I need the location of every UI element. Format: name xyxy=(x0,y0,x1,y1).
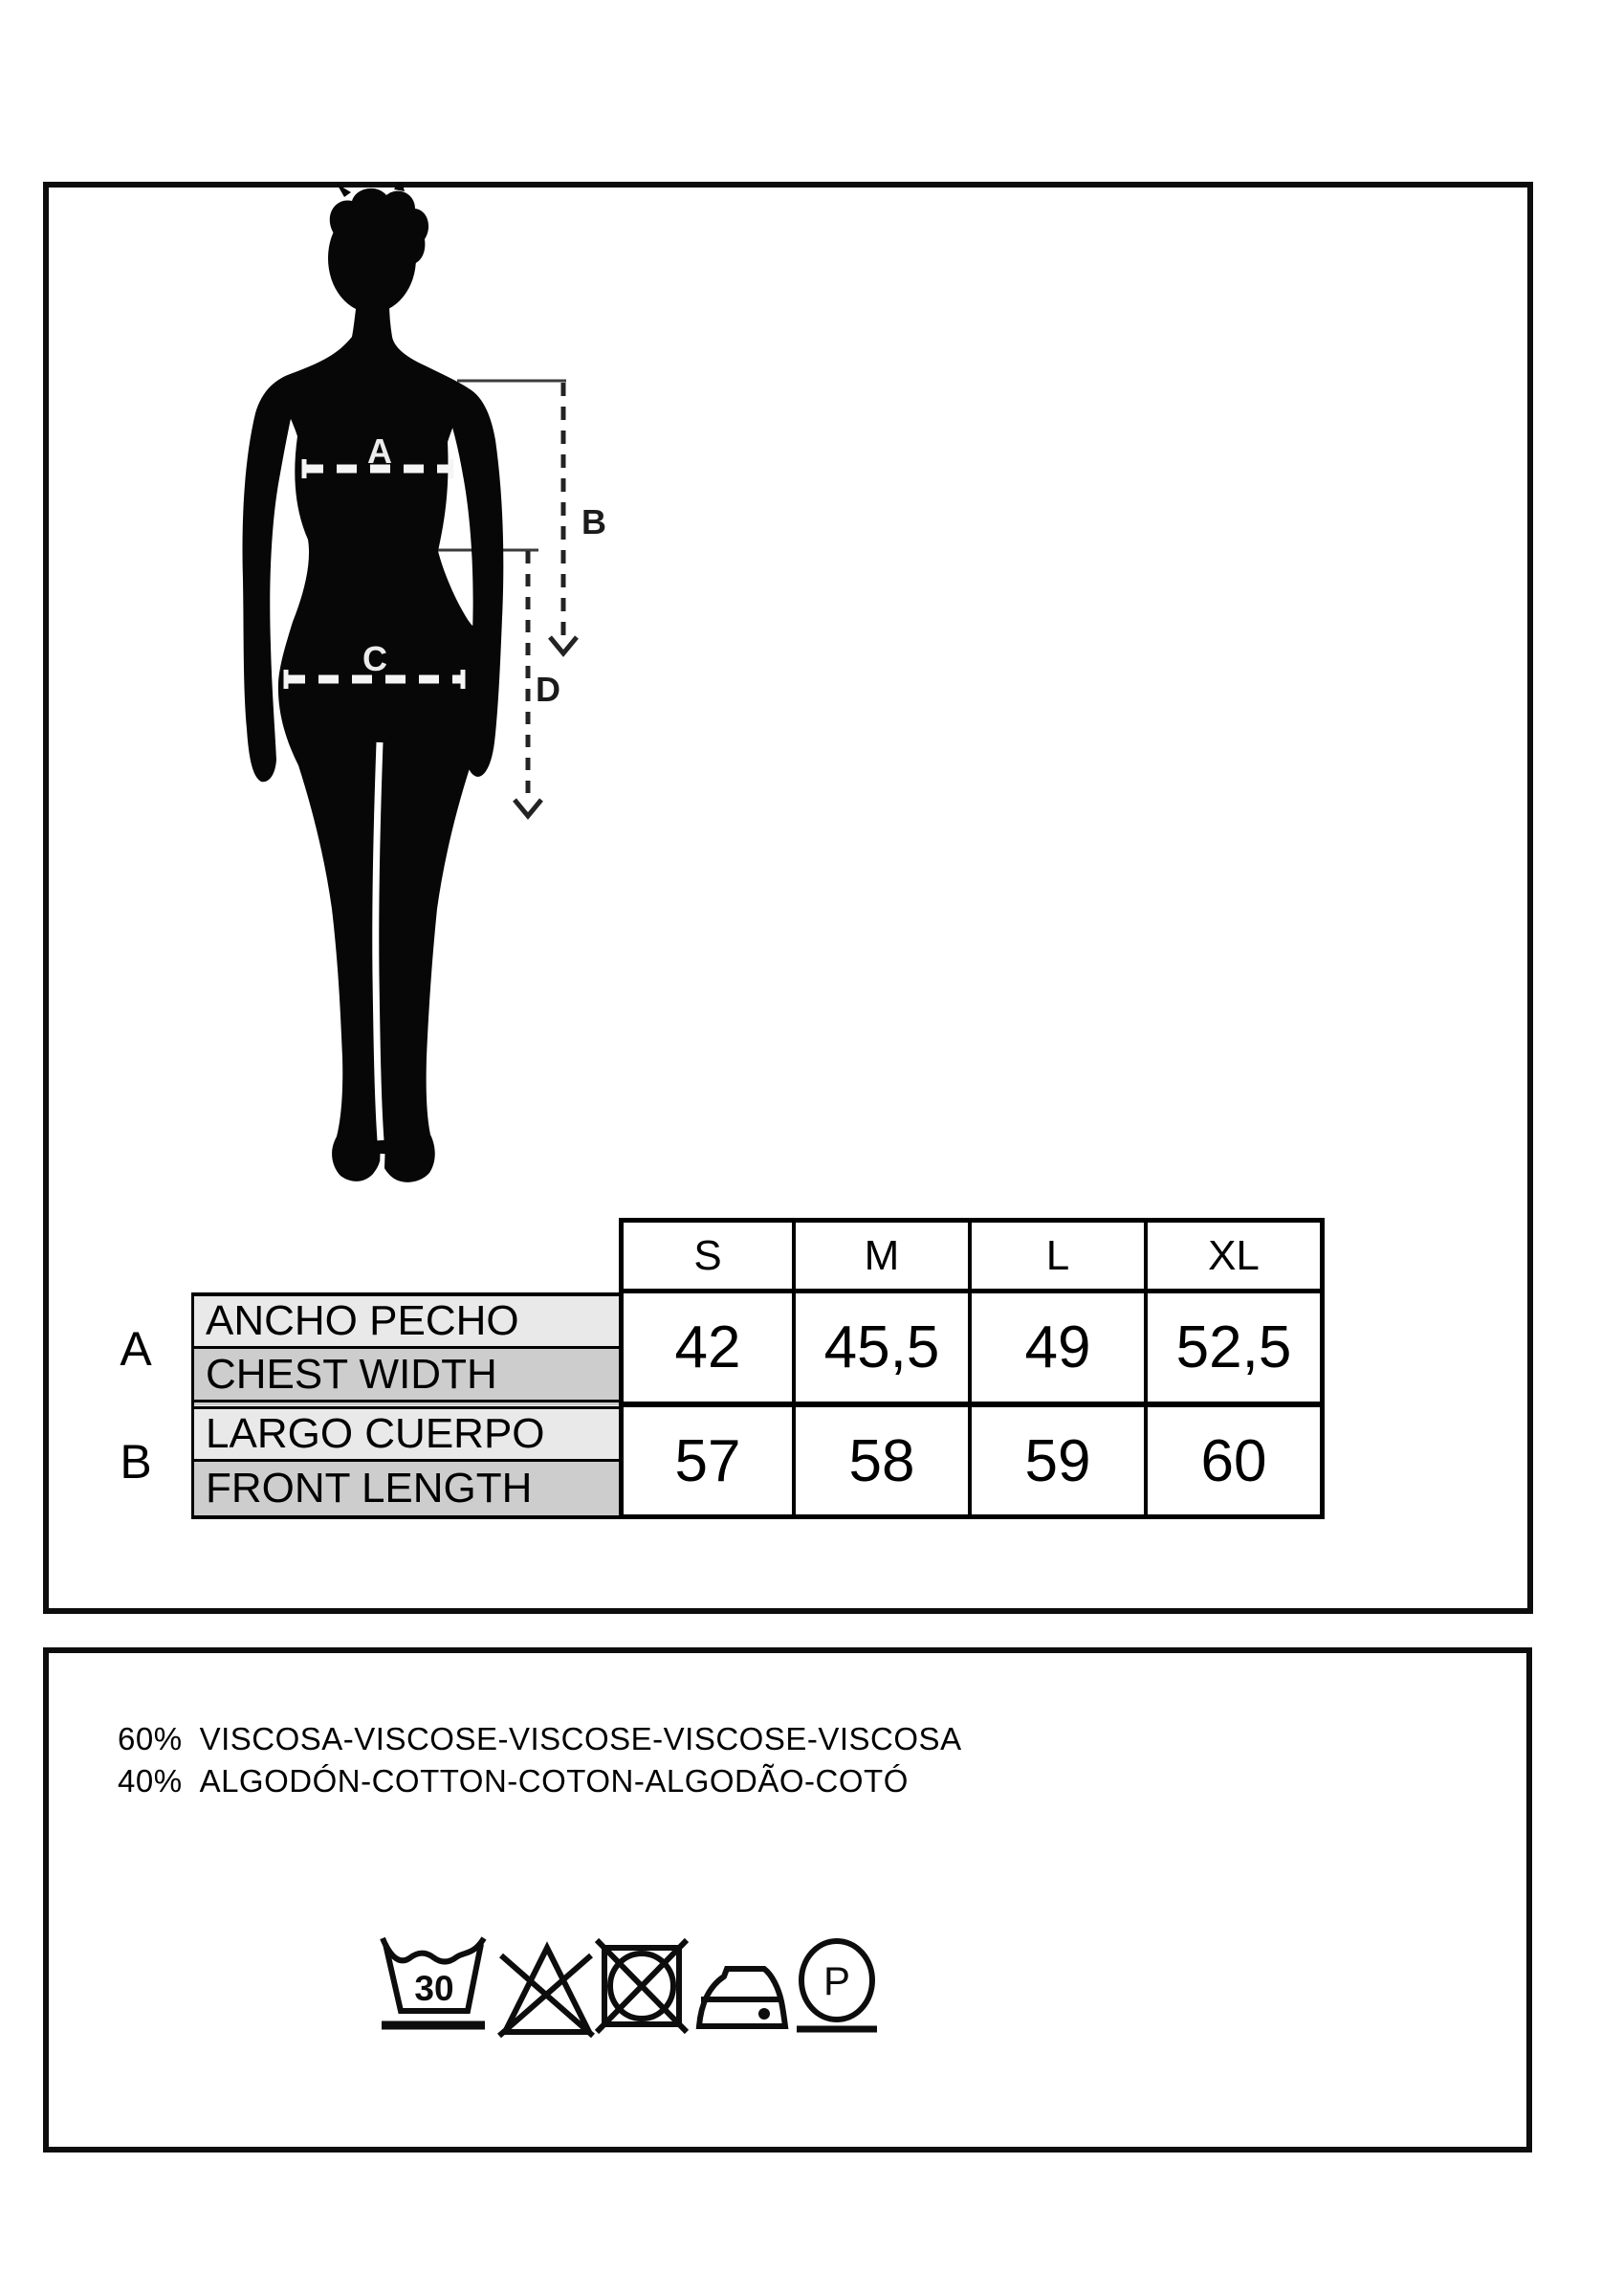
table-line xyxy=(1320,1218,1325,1519)
hair-wisp-right xyxy=(394,182,405,191)
row-label-front-length: FRONT LENGTH xyxy=(206,1465,533,1512)
size-col-header-l: L xyxy=(1045,1231,1070,1279)
wash-temp-label: 30 xyxy=(414,1969,454,2008)
row-label-ancho-pecho: ANCHO PECHO xyxy=(206,1297,519,1344)
measure-c-label: C xyxy=(362,639,387,678)
value-a-xl: 52,5 xyxy=(1175,1314,1292,1380)
table-rowkey-b: B xyxy=(120,1435,152,1489)
table-line xyxy=(191,1400,619,1402)
composition-line-2 xyxy=(118,1760,962,1802)
do-not-tumble-dry-icon xyxy=(597,1940,687,2032)
composition-text xyxy=(118,1718,962,1802)
composition-fibers-1: VISCOSA-VISCOSE-VISCOSE-VISCOSE-VISCOSA xyxy=(199,1721,962,1756)
measure-b-line xyxy=(550,383,577,653)
value-b-l: 59 xyxy=(1024,1427,1091,1494)
value-a-m: 45,5 xyxy=(823,1314,940,1380)
care-symbols xyxy=(368,1923,889,2042)
size-col-header-s: S xyxy=(693,1231,722,1279)
composition-line-1 xyxy=(118,1718,962,1760)
value-a-s: 42 xyxy=(674,1314,741,1380)
hair-wisp-left xyxy=(337,184,351,197)
dry-clean-letter: P xyxy=(822,1958,851,2003)
do-not-bleach-icon xyxy=(499,1948,593,2036)
row-label-chest-width: CHEST WIDTH xyxy=(206,1350,497,1398)
composition-pct-1: 60% xyxy=(118,1721,183,1756)
iron-one-dot-icon xyxy=(699,1969,785,2026)
composition-fibers-2: ALGODÓN-COTTON-COTON-ALGODÃO-COTÓ xyxy=(199,1763,909,1799)
row-label-largo-cuerpo: LARGO CUERPO xyxy=(206,1410,545,1457)
table-rowkey-a: A xyxy=(120,1322,152,1376)
value-b-s: 57 xyxy=(674,1427,741,1494)
feet-gap-line xyxy=(382,1154,383,1182)
size-col-header-xl: XL xyxy=(1208,1231,1260,1279)
measure-b-label: B xyxy=(581,502,606,541)
value-b-xl: 60 xyxy=(1200,1427,1267,1494)
table-line xyxy=(619,1514,1325,1519)
size-table xyxy=(191,1218,1325,1519)
value-a-l: 49 xyxy=(1024,1314,1091,1380)
composition-pct-2: 40% xyxy=(118,1763,183,1799)
size-col-header-m: M xyxy=(864,1231,900,1279)
measure-d-label: D xyxy=(536,670,560,709)
value-b-m: 58 xyxy=(848,1427,915,1494)
table-line xyxy=(191,1515,619,1519)
measure-a-label: A xyxy=(367,431,392,471)
hair-bun xyxy=(330,188,428,264)
